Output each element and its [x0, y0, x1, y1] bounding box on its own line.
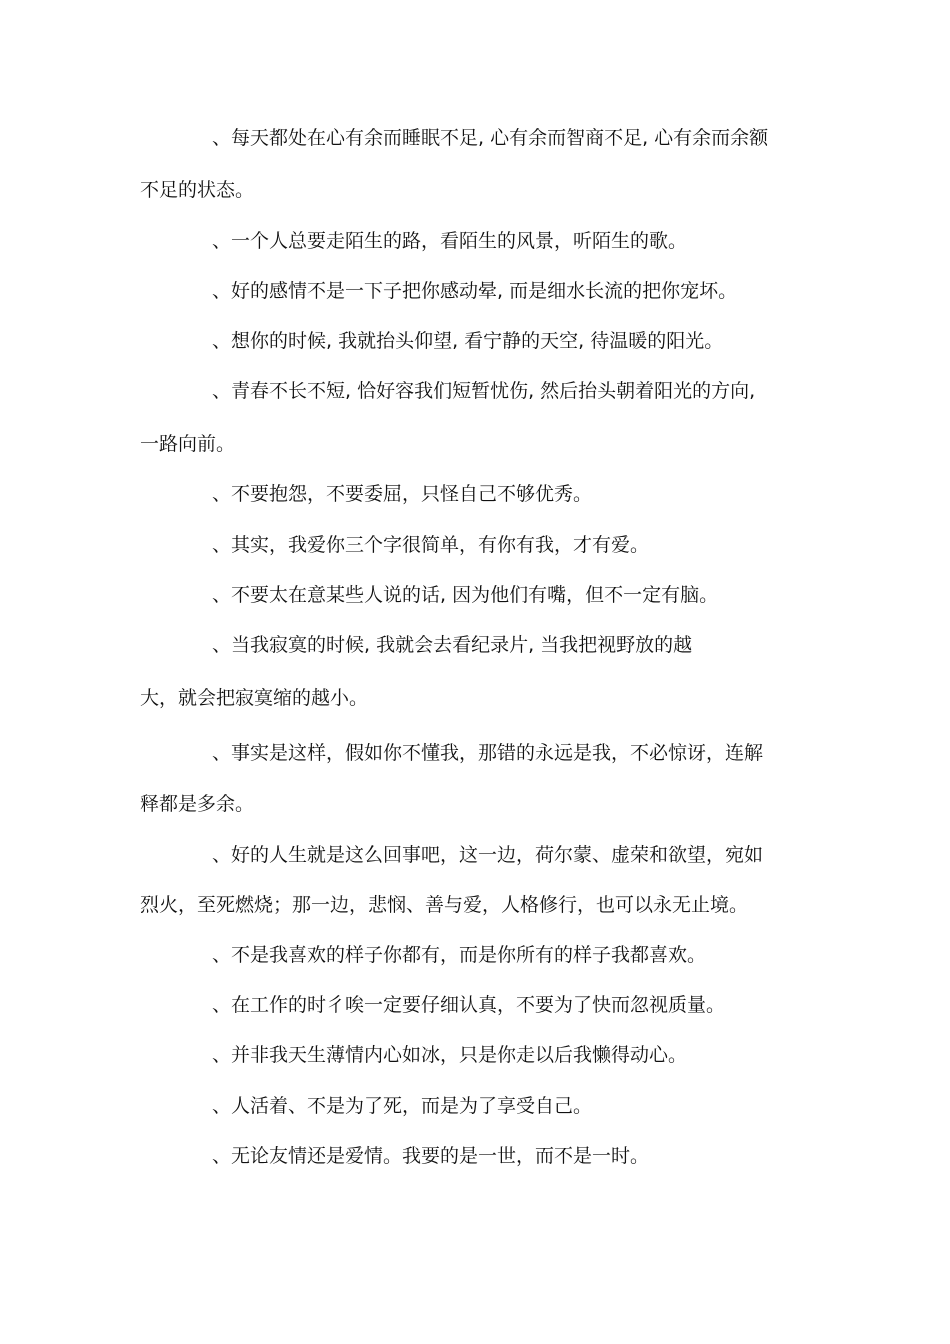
text-line: 释都是多余。 — [140, 793, 255, 815]
text-line: 、不要抱怨，不要委屈，只怪自己不够优秀。 — [212, 483, 593, 505]
text-line: 、并非我天生薄情内心如冰，只是你走以后我懒得动心。 — [212, 1044, 688, 1066]
text-line: 、好的人生就是这么回事吧，这一边，荷尔蒙、虚荣和欲望，宛如 — [212, 844, 764, 866]
text-line: 、一个人总要走陌生的路，看陌生的风景，听陌生的歌。 — [212, 230, 688, 252]
text-line: 、在工作的时彳唉一定要仔细认真，不要为了快而忽视质量。 — [212, 994, 726, 1016]
text-line: 不足的状态。 — [140, 179, 255, 201]
text-line: 、想你的时候, 我就抬头仰望, 看宁静的天空, 待温暖的阳光。 — [212, 330, 724, 352]
text-line: 烈火，至死燃烧；那一边，悲悯、善与爱，人格修行，也可以永无止境。 — [140, 894, 749, 916]
text-line: 、事实是这样，假如你不懂我，那错的永远是我，不必惊讶，连解 — [212, 742, 764, 764]
text-line: 、好的感情不是一下子把你感动晕, 而是细水长流的把你宠坏。 — [212, 280, 738, 302]
text-line: 、每天都处在心有余而睡眠不足, 心有余而智商不足, 心有余而余额 — [212, 127, 769, 149]
text-line: 、不是我喜欢的样子你都有，而是你所有的样子我都喜欢。 — [212, 944, 707, 966]
text-line: 、人活着、不是为了死，而是为了享受自己。 — [212, 1095, 593, 1117]
text-line: 一路向前。 — [140, 433, 236, 455]
text-line: 、不要太在意某些人说的话, 因为他们有嘴，但不一定有脑。 — [212, 584, 719, 606]
text-line: 、无论友情还是爱情。我要的是一世，而不是一时。 — [212, 1145, 650, 1167]
text-line: 大，就会把寂寞缩的越小。 — [140, 687, 369, 709]
text-line: 、青春不长不短, 恰好容我们短暂忧伤, 然后抬头朝着阳光的方向, — [212, 380, 756, 402]
text-line: 、当我寂寞的时候, 我就会去看纪录片, 当我把视野放的越 — [212, 634, 693, 656]
text-line: 、其实，我爱你三个字很简单，有你有我，才有爱。 — [212, 534, 650, 556]
